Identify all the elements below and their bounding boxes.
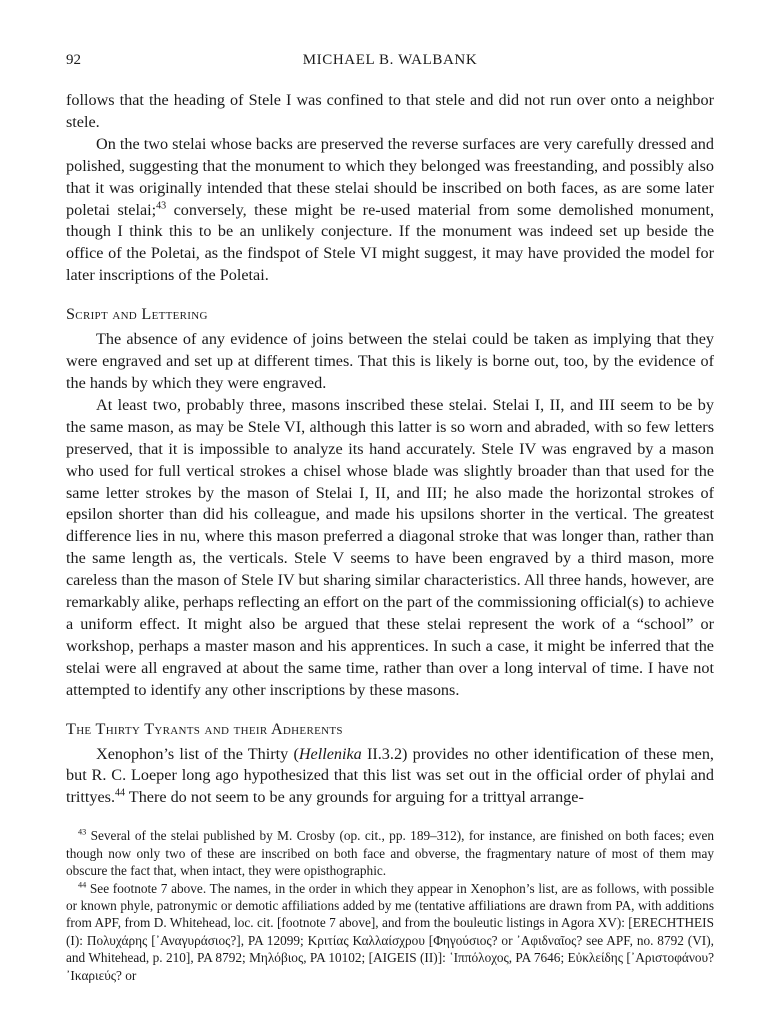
footnote-44-number: 44 [78,880,87,890]
footnote-44-text: See footnote 7 above. The names, in the order in which they appear in Xenophon’s list, are as follows, with possible or known phyle, patronymic or demotic affiliations added by me (tentative affiliations are drawn from PA, with additions from APF, from D. Whitehead, loc. cit. [footnote 7 above], and from the bouleutic listings in Agora XV): [ERECHTHEIS (I): Πολυχάρης [᾿Αναγυράσιος?], PA 12099; Κριτίας Καλλαίσχρου [Φηγούσιος? or ᾿Αφιδναῖος? see APF, no. 8792 (VI), and Whitehead, p. 210], PA 8792; Μηλόβιος, PA 10102; [AIGEIS (II)]: ῾Ιππόλοχος, PA 7646; Εὐκλείδης [᾿Αριστοφάνου? ᾿Ικαριεύς? or [66,880,714,983]
footnotes [66,827,714,984]
paragraph-5-italic: Hellenika [298,744,362,763]
footnote-44 [66,880,714,984]
page [66,52,714,984]
paragraph-5-c: There do not seem to be any grounds for arguing for a trittyal arrange- [125,788,584,807]
footnote-43 [66,827,714,879]
paragraph-5-a: Xenophon’s list of the Thirty ( [96,744,299,763]
paragraph-5-b: II.3.2) provides no other identification of these men, but R. C. Loeper long ago hypothesized that this list was set out in the official order of phylai and trittyes. [66,744,714,807]
section-heading-thirty: The Thirty Tyrants and their Adherents [66,719,343,738]
footnote-ref-44[interactable]: 44 [115,787,126,799]
section-heading-script: Script and Lettering [66,305,208,324]
footnote-43-number: 43 [78,827,87,837]
footnote-ref-43[interactable]: 43 [156,200,167,212]
body-text [66,90,714,809]
paragraph-3: The absence of any evidence of joins between the stelai could be taken as implying that they were engraved and set up at different times. That this is likely is borne out, too, by the evidence of the hands by which they were engraved. [66,330,714,392]
paragraph-4: At least two, probably three, masons inscribed these stelai. Stelai I, II, and III seem to be by the same mason, as may be Stele VI, although this latter is so worn and abraded, with so few letters preserved, that it is impossible to analyze its hand accurately. Stele IV was engraved by a mason who used for full vertical strokes a chisel whose blade was slightly broader than that used for the same letter strokes by the mason of Stelai I, II, and III; he also made the horizontal strokes of epsilon shorter than did his colleague, and made his upsilons shorter in the vertical. The greatest difference lies in nu, where this mason preferred a diagonal stroke that was longer than, rather than the same length as, the verticals. Stele V seems to have been engraved by a third mason, more careless than the mason of Stele IV but sharing similar characteristics. All three hands, however, are remarkably alike, perhaps reflecting an effort on the part of the commissioning official(s) to achieve a uniform effect. It might also be argued that these stelai represent the work of a “school” or workshop, perhaps a master mason and his apprentices. In such a case, it might be inferred that the stelai were all engraved at about the same time, rather than over a long interval of time. I have not attempted to identify any other inscriptions by these masons. [66,395,715,699]
paragraph-2 [66,134,714,287]
footnote-43-text: Several of the stelai published by M. Crosby (op. cit., pp. 189–312), for instance, are finished on both faces; even though now only two of these are inscribed on both face and obverse, the fragmentary nature of most of them may obscure the fact that, when intact, they were opisthographic. [66,828,714,879]
paragraph-2-tail: conversely, these might be re-used material from some demolished monument, though I think this to be an unlikely conjecture. If the monument was indeed set up beside the office of the Poletai, as the findspot of Stele VI might suggest, it may have provided the model for later inscriptions of the Poletai. [66,200,714,285]
paragraph-2-text: On the two stelai whose backs are preserved the reverse surfaces are very carefully dressed and polished, suggesting that the monument to which they belonged was freestanding, and possibly also that it was originally intended that these stelai should be inscribed on both faces, as are some later poletai stelai; [66,134,714,219]
paragraph-5 [66,744,714,810]
paragraph-1: follows that the heading of Stele I was confined to that stele and did not run over onto a neighbor stele. [66,91,714,131]
page-number: 92 [66,52,81,68]
running-head-author: MICHAEL B. WALBANK [302,52,478,68]
running-head [66,52,714,74]
